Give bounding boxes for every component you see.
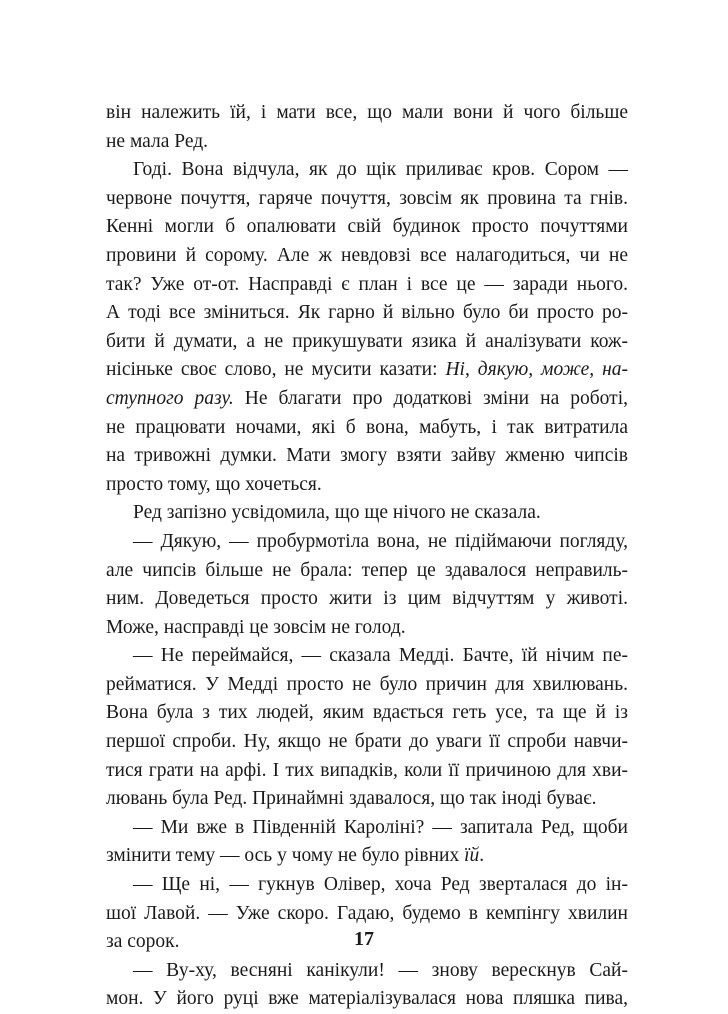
text-line: змінити тему — ось у чому не було рівних їй. [106, 845, 485, 867]
text-line: Вона була з тих людей, яким вдається геть усе, та ще й із [106, 702, 628, 724]
text-line: він належить їй, і мати все, що мали вони й чого більше [106, 102, 628, 123]
text-line: Може, насправді це зовсім не голод. [106, 616, 406, 638]
text-line: не мала Ред. [106, 130, 209, 152]
text-line: тися грати на арфі. І тих випадків, коли її причиною для хви- [106, 759, 628, 781]
text-line: на тривожні думки. Мати змогу взяти зайву жменю чипсів [106, 445, 628, 467]
text-line: так? Уже от-от. Насправді є план і все це — заради нього. [106, 273, 628, 295]
text-line: червоне почуття, гаряче почуття, зовсім як провина та гнів. [106, 187, 628, 209]
text-line: не працювати ночами, які б вона, мабуть, і так витратила [106, 416, 628, 438]
text-line: лювань була Ред. Принаймні здавалося, що так іноді буває. [106, 788, 597, 810]
text-line: просто тому, що хочеться. [106, 473, 322, 495]
text-line: провини й сорому. Але ж невдовзі все налагодиться, чи не [106, 244, 628, 266]
text-line: — Дякую, — пробурмотіла вона, не підіймаючи погляду, [133, 530, 628, 552]
text-line: ступного разу. Не благати про додаткові зміни на роботі, [106, 387, 628, 409]
text-line: — Ще ні, — гукнув Олівер, хоча Ред зверталася до ін- [133, 874, 628, 896]
text-line: але чипсів більше не брала: тепер це здавалося неправиль- [106, 559, 628, 581]
text-line: за сорок. [106, 931, 180, 953]
text-line: А тоді все зміниться. Як гарно й вільно було би просто ро- [106, 302, 628, 324]
page-number: 17 [354, 928, 374, 950]
text-line: — Не переймайся, — сказала Медді. Бачте, їй нічим пе- [133, 645, 628, 667]
text-line: шої Лавой. — Уже скоро. Гадаю, будемо в кемпінгу хвилин [106, 902, 628, 924]
text-line: Ред запізно усвідомила, що ще нічого не сказала. [133, 502, 541, 524]
text-line: Кенні могли б опалювати свій будинок просто почуттями [106, 216, 628, 238]
text-line: бити й думати, а не прикушувати язика й аналізувати кож- [106, 330, 628, 352]
text-line: рейматися. У Медді просто не було причин для хвилювань. [106, 673, 628, 695]
text-line: мон. У його руці вже матеріалізувалася нова пляшка пива, [106, 988, 628, 1010]
text-line: першої спроби. Ну, якщо не брати до уваги її спроби навчи- [106, 731, 628, 753]
text-line: нісіньке своє слово, не мусити казати: Ні, дякую, може, на- [106, 359, 629, 381]
text-line: Годі. Вона відчула, як до щік приливає кров. Сором — [133, 159, 628, 181]
text-line: — Ву-ху, весняні канікули! — знову верескнув Сай- [133, 959, 628, 981]
text-line: — Ми вже в Південній Кароліні? — запитала Ред, щоби [133, 816, 628, 838]
text-line: ним. Доведеться просто жити із цим відчуттям у животі. [106, 588, 628, 610]
page-text-body [106, 99, 628, 1014]
